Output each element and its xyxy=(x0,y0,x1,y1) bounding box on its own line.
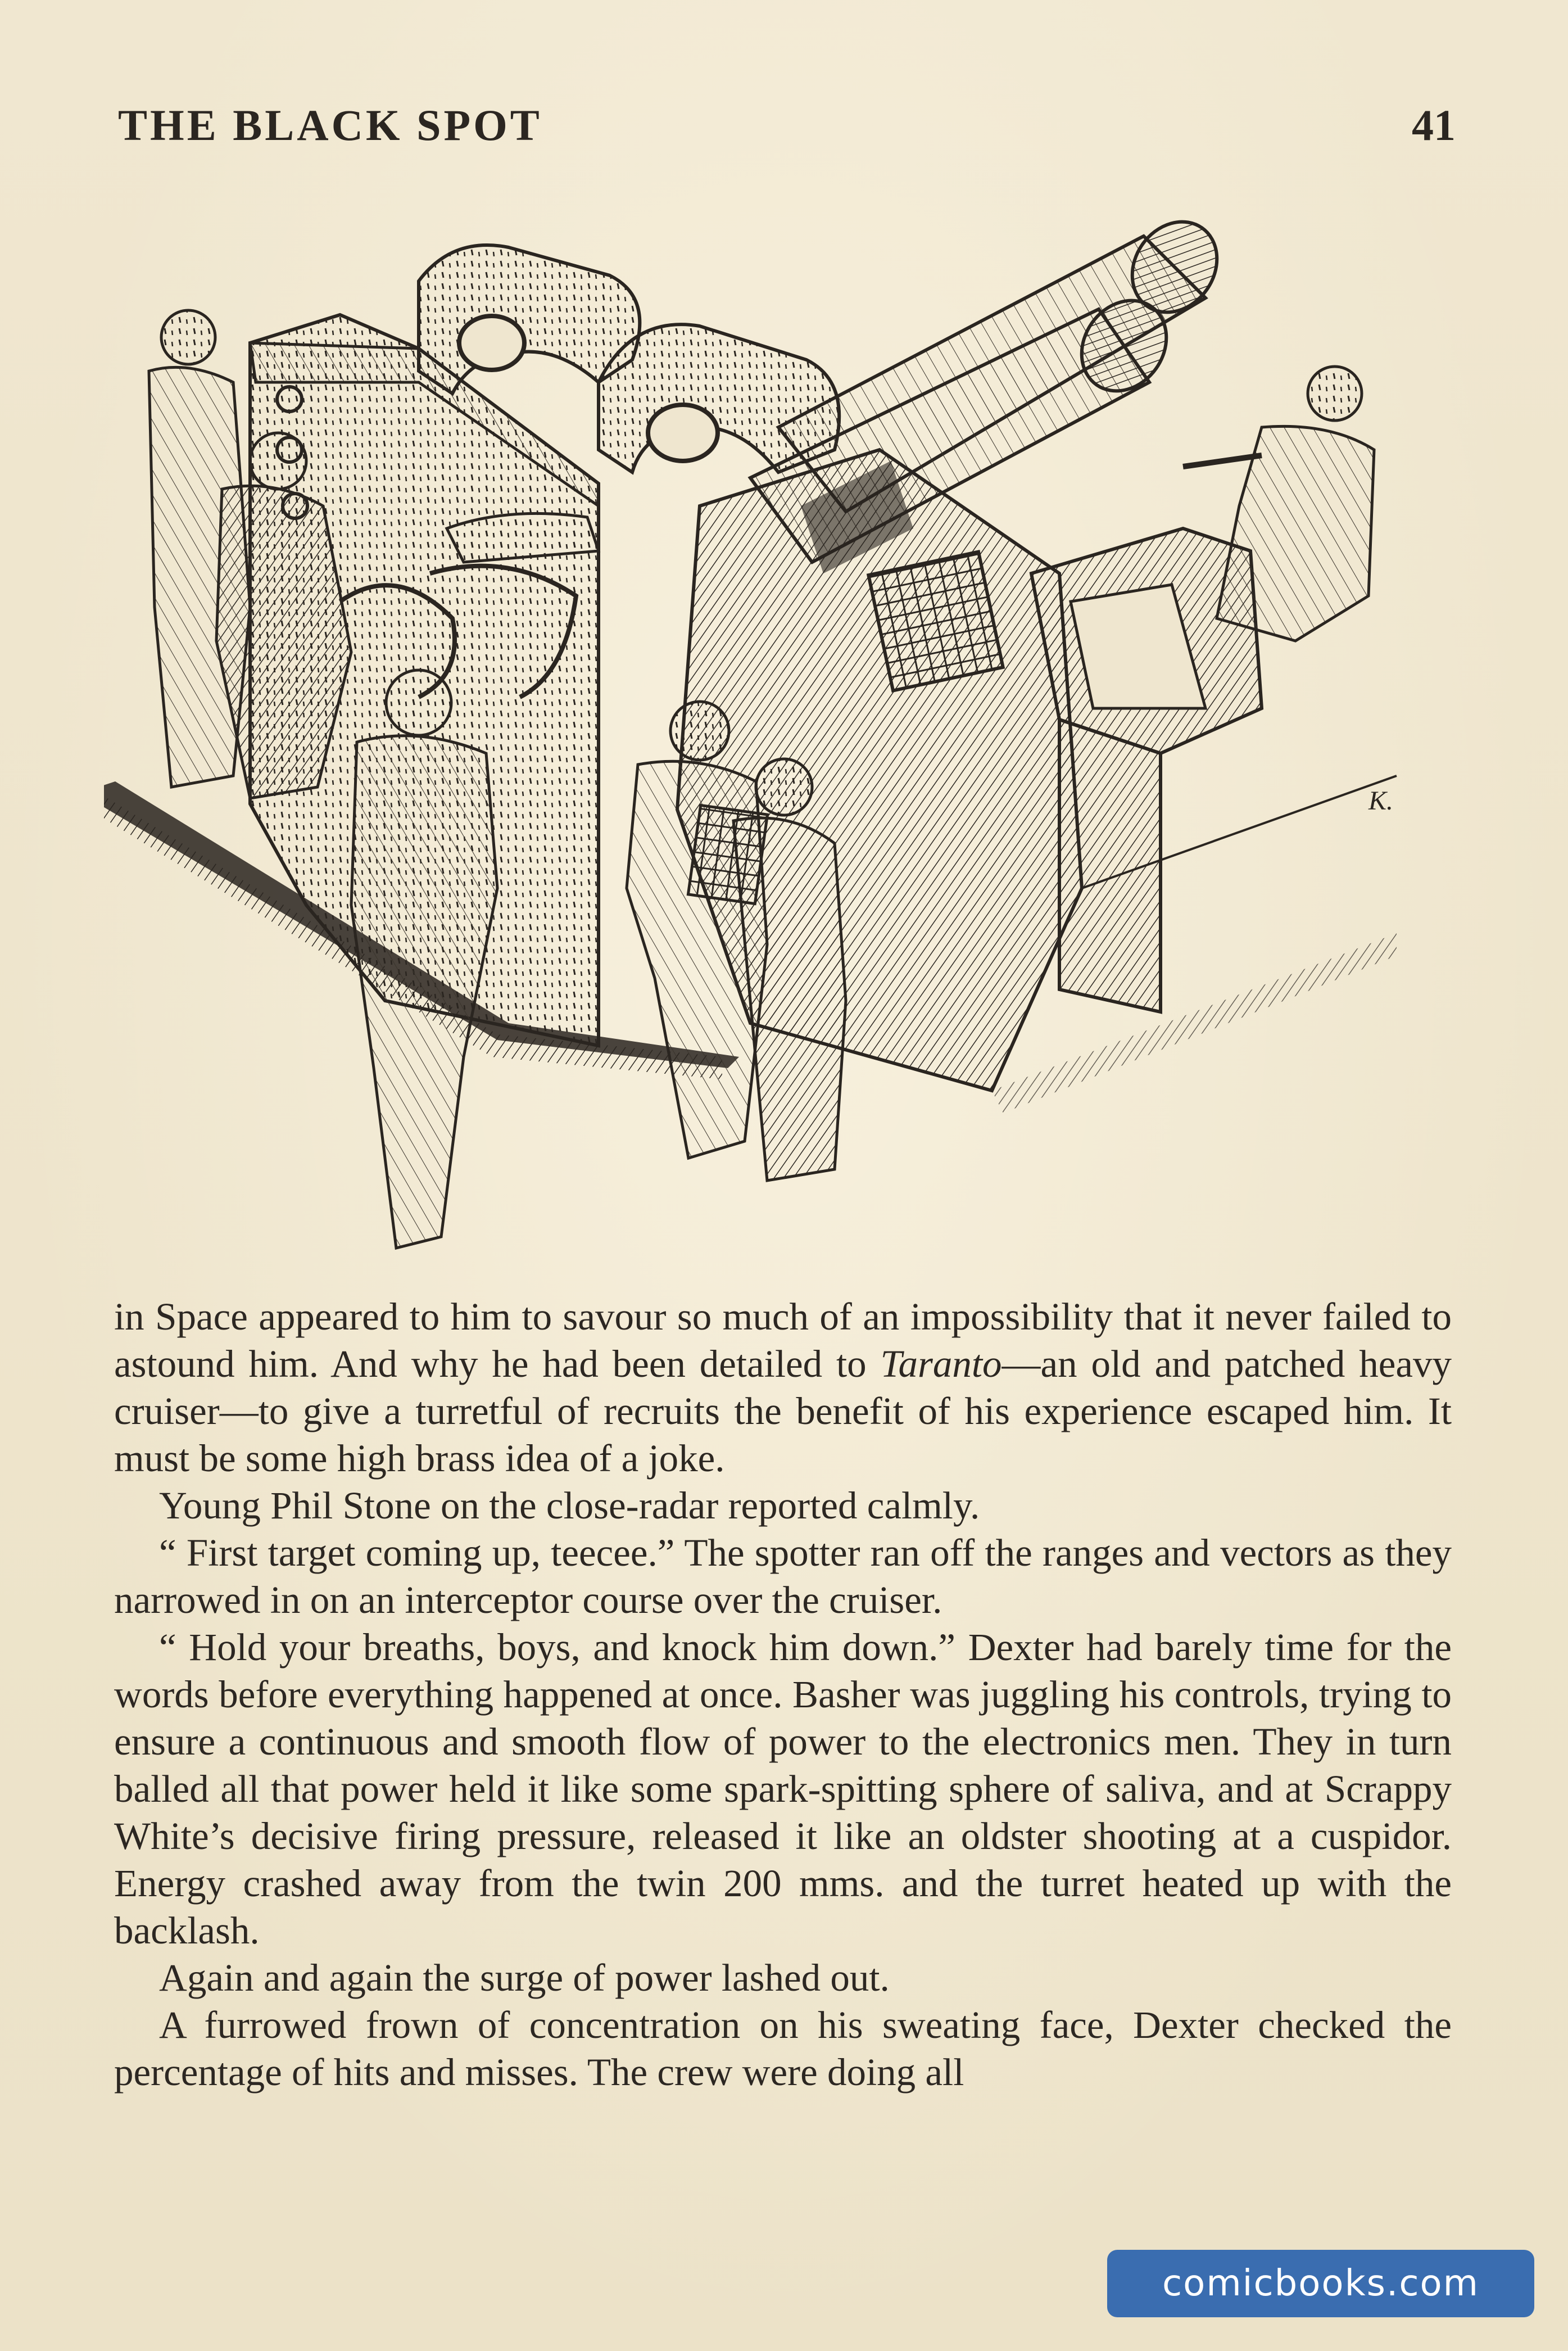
crew-member-center-standing xyxy=(351,670,497,1248)
paragraph-6: A furrowed frown of concentration on his sweating face, Dexter checked the percentage of hits and misses. The crew were doing all xyxy=(114,2004,1452,2094)
body-text xyxy=(114,1293,1452,2096)
running-head xyxy=(118,94,1456,156)
paragraph-1-text: in Space appeared to him to savour so much of an impossibility that it never failed to astound him. And why he had been detailed to xyxy=(114,1295,1452,1385)
paragraph-1-text-after: —an old and patched heavy cruiser—to give a turretful of recruits the benefit of his experience escaped him. It must be some high brass idea of a joke. xyxy=(114,1342,1452,1480)
running-title: THE BLACK SPOT xyxy=(118,101,542,150)
paragraph-2: Young Phil Stone on the close-radar reported calmly. xyxy=(159,1484,980,1527)
page-number: 41 xyxy=(1412,101,1456,150)
artist-signature: K. xyxy=(1368,786,1394,816)
targeting-grid xyxy=(868,552,1003,691)
gun-turret-illustration xyxy=(104,214,1464,1282)
ship-name-italic: Taranto xyxy=(880,1342,1002,1385)
paragraph-1 xyxy=(114,1293,1452,1482)
site-watermark xyxy=(1107,2250,1534,2317)
paragraph-4: “ Hold your breaths, boys, and knock him down.” Dexter had barely time for the words before everything happened at once. Basher was juggling his controls, trying to ensure a continuous and smooth flow of power to the electronics men. They in turn balled all that power held it like some spark-spitting sphere of saliva, and at Scrappy White’s decisive firing pressure, released it like an oldster shooting at a cuspidor. Energy crashed away from the twin 200 mms. and the turret heated up with the backlash. xyxy=(114,1626,1452,1952)
paragraph-3: “ First target coming up, teecee.” The spotter ran off the ranges and vectors as they narrowed in on an interceptor course over the cruiser. xyxy=(114,1531,1452,1621)
paragraph-5: Again and again the surge of power lashed out. xyxy=(159,1956,890,1999)
watermark-text: comicbooks.com xyxy=(1162,2263,1480,2304)
